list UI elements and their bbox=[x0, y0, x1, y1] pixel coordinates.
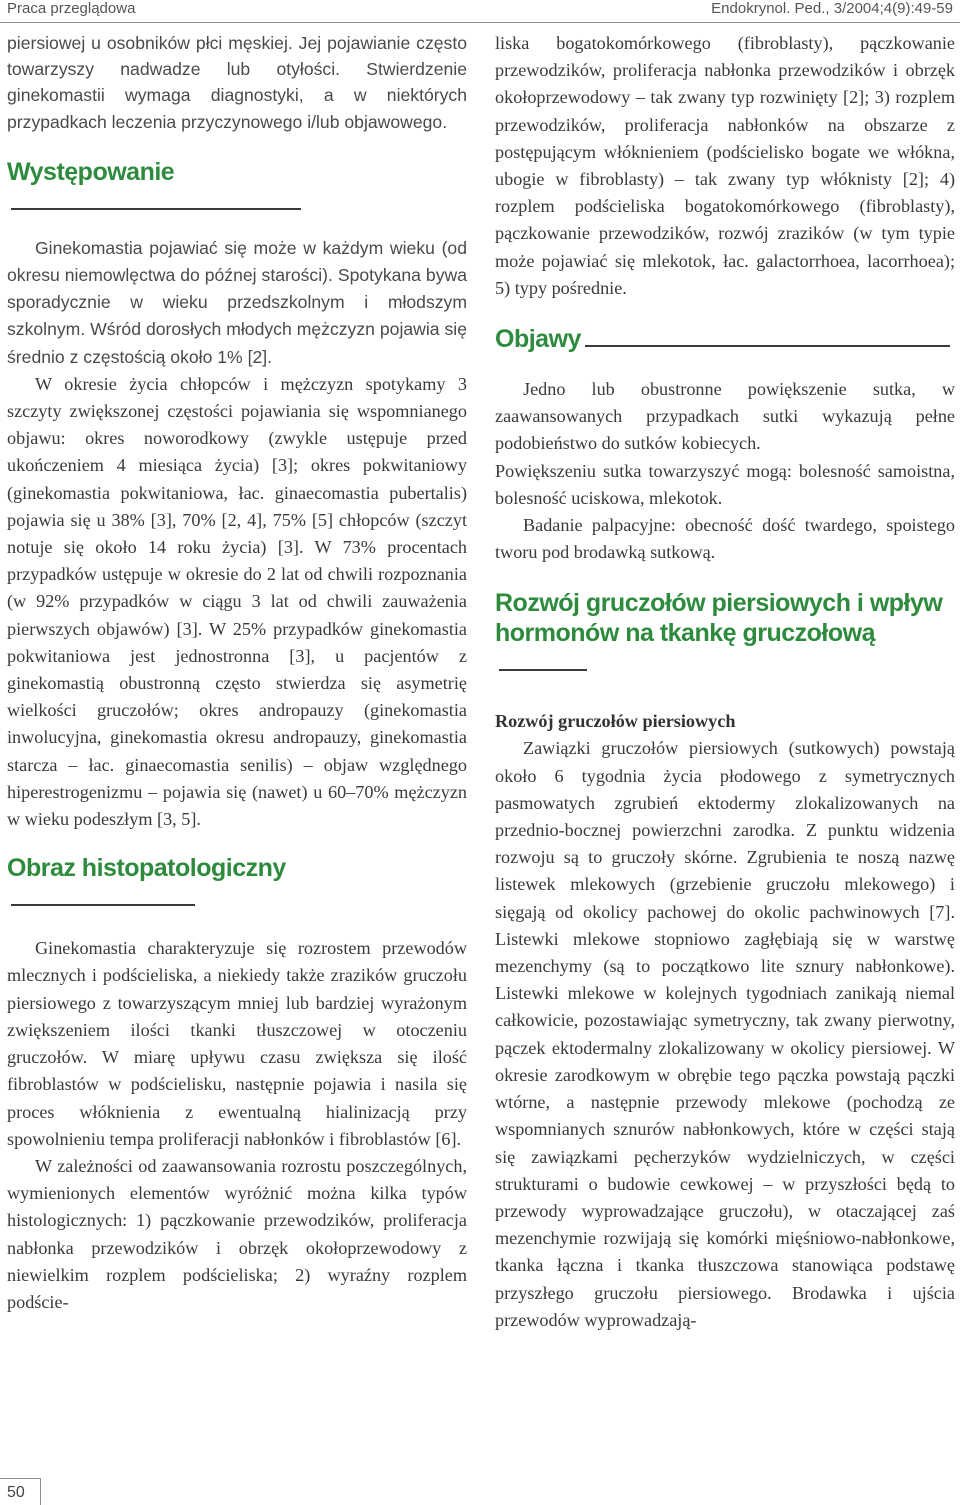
paragraph-obraz-1: Ginekomastia charakteryzuje się rozrostem przewodów mlecznych i podścieliska, a niekiedy także zrazików gruczołu piersiowego z towarzyszącym mniej lub bardziej wyrażonym zwiększeniem ilości tkanki tłuszczowej w otoczeniu gruczołów. W miarę upływu czasu zwiększa się ilość fibroblastów w podścielisku, następnie pojawia i nasila się proces włóknienia z ewentualną hialinizacją przy spowolnieniu tempa proliferacji nabłonków i fibroblastów [6]. bbox=[7, 938, 467, 1149]
intro-paragraph: piersiowej u osobników płci męskiej. Jej pojawianie często towarzyszy nadwadze lub otyłości. Stwierdzenie ginekomastii wymaga diagnostyki, a w niektórych przypadkach leczenia przyczynowego i/lub objawowego. bbox=[7, 33, 467, 132]
section-heading-objawy bbox=[495, 324, 955, 354]
heading-text-line-2: hormonów na tkankę gruczołową bbox=[495, 619, 875, 648]
left-column bbox=[7, 30, 467, 1316]
running-header-right: Endokrynol. Ped., 3/2004;4(9):49-59 bbox=[711, 0, 953, 17]
subheading-rozwoj: Rozwój gruczołów piersiowych bbox=[495, 711, 736, 732]
section-heading-obraz bbox=[7, 853, 467, 913]
heading-rule bbox=[11, 208, 301, 210]
section-heading-wystepowanie bbox=[7, 157, 467, 217]
paragraph-obraz-2: W zależności od zaawansowania rozrostu poszczególnych, wymienionych elementów wyróżnić można kilka typów histologicznych: 1) pączkowanie przewodzików, proliferacja nabłonka przewodzików i obrzęk okołoprzewodowy z niewielkim rozplem podścieliska; 2) wyraźny rozplem podście- bbox=[7, 1155, 467, 1312]
footer-rule bbox=[0, 1478, 40, 1479]
paragraph-histologic-types: liska bogatokomórkowego (fibroblasty), pączkowanie przewodzików, proliferacja nabłonka przewodzików i obrzęk okołoprzewodowy – tak zwany typ rozwinięty [2]; 3) rozplem przewodzików, proliferacja nabłonków na obszarze z postępującym włóknieniem (podścielisko bogate we włókna, ubogie w fibroblasty) – tak zwany typ włóknisty [2]; 4) rozplem podścieliska bogatokomórkowego (fibroblasty), pączkowanie przewodzików, rozwój zrazików (w tym typie może pojawiać się mlekotok, łac. galactorrhoea, lacorrhoea); 5) typy pośrednie. bbox=[495, 33, 955, 298]
paragraph-rozwoj: Zawiązki gruczołów piersiowych (sutkowych) powstają około 6 tygodnia życia płodowego z symetrycznych pasmowatych zgrubień ektodermy zlokalizowanych na przednio-bocznej powierzchni zarodka. Z punktu widzenia rozwoju są to gruczoły skórne. Zgrubienia te noszą nazwę listewek mlekowych (grzebienie gruczołu mlekowego) i sięgają od okolicy pachowej do okolic pachwinowych [7]. Listewki mlekowe stopniowo zagłębiają się w warstwę mezenchymy (są to początkowo lite sznury nabłonkowe). Listewki mlekowe w kolejnych tygodniach zanikają niemal całkowicie, pozostawiając symetryczny, tak zwany pierwotny, pączek ektodermalny zlokalizowany w okolicy piersiowej. W okresie zarodkowym w obrębie tego pączka powstają pączki wtórne, a następnie przewody mlekowe (pochodzą ze wspomnianych sznurów nabłonkowych, które w części stają się zawiązkami pęcherzyków wydzielniczych, w części strukturami o budowie cewkowej – w przyszłości będą to przewody wyprowadzające gruczołu), w otaczającej zaś mezenchymie rozwijają się komórki mięśniowo-nabłonkowe, tkanka łączna i tkanka tłuszczowa stanowiąca podstawę przyszłego gruczołu piersiowego. Brodawka i ujścia przewodów wyprowadzają- bbox=[495, 738, 955, 1330]
paragraph-wystepowanie-2: W okresie życia chłopców i mężczyzn spotykamy 3 szczyty zwiększonej częstości pojawiania się wspomnianego objawu: okres noworodkowy (zwykle ustępuje przed ukończeniem 4 miesiąca życia) [3]; okres pokwitaniowy (ginekomastia pokwitaniowa, łac. ginaecomastia pubertalis) pojawia się u 38% [3], 70% [2, 4], 75% [5] chłopców (szczyt notuje się około 14 roku życia) [3]. W 73% procentach przypadków ustępuje w okresie do 2 lat od chwili rozpoznania (w 92% przypadków w ciągu 3 lat od chwili zauważenia pierwszych objawów) [3]. W 25% przypadków ginekomastia pokwitaniowa jest jednostronna [3], u pacjentów z ginekomastią obustronną często stwierdza się asymetrię wielkości gruczołów; okres andropauzy (ginekomastia inwolucyjna, ginekomastia okresu andropauzy, ginekomastia starcza – łac. ginaecomastia senilis) – objaw względnego hiperestrogenizmu – pojawia się (nawet) u 60–70% mężczyzn w wieku podeszłym [3, 5]. bbox=[7, 373, 467, 830]
heading-rule bbox=[11, 904, 195, 906]
running-header-left: Praca przeglądowa bbox=[7, 0, 136, 17]
heading-rule bbox=[585, 345, 950, 347]
heading-text: Obraz histopatologiczny bbox=[7, 854, 286, 883]
paragraph-objawy-2: Powiększeniu sutka towarzyszyć mogą: bolesność samoistna, bolesność uciskowa, mlekotok. bbox=[495, 460, 955, 508]
right-column bbox=[495, 30, 955, 1334]
heading-text-line-1: Rozwój gruczołów piersiowych i wpływ bbox=[495, 589, 943, 618]
footer-vertical-rule bbox=[40, 1478, 41, 1505]
paragraph-objawy-3: Badanie palpacyjne: obecność dość twardego, spoistego tworu pod brodawką sutkową. bbox=[495, 515, 955, 563]
paragraph-objawy-1: Jedno lub obustronne powiększenie sutka, w zaawansowanych przypadkach sutki wykazują pełne podobieństwo do sutków kobiecych. bbox=[495, 379, 955, 454]
page-number: 50 bbox=[7, 1484, 25, 1501]
heading-rule bbox=[499, 669, 587, 671]
heading-text: Objawy bbox=[495, 325, 581, 354]
paragraph-wystepowanie-1: Ginekomastia pojawiać się może w każdym wieku (od okresu niemowlęctwa do późnej starości). Spotykana bywa sporadycznie w wieku przedszkolnym i młodszym szkolnym. Wśród dorosłych młodych mężczyzn pojawia się średnio z częstością około 1% [2]. bbox=[7, 237, 467, 367]
header-rule bbox=[0, 22, 960, 23]
heading-text: Występowanie bbox=[7, 157, 175, 186]
section-heading-rozwoj bbox=[495, 588, 955, 678]
